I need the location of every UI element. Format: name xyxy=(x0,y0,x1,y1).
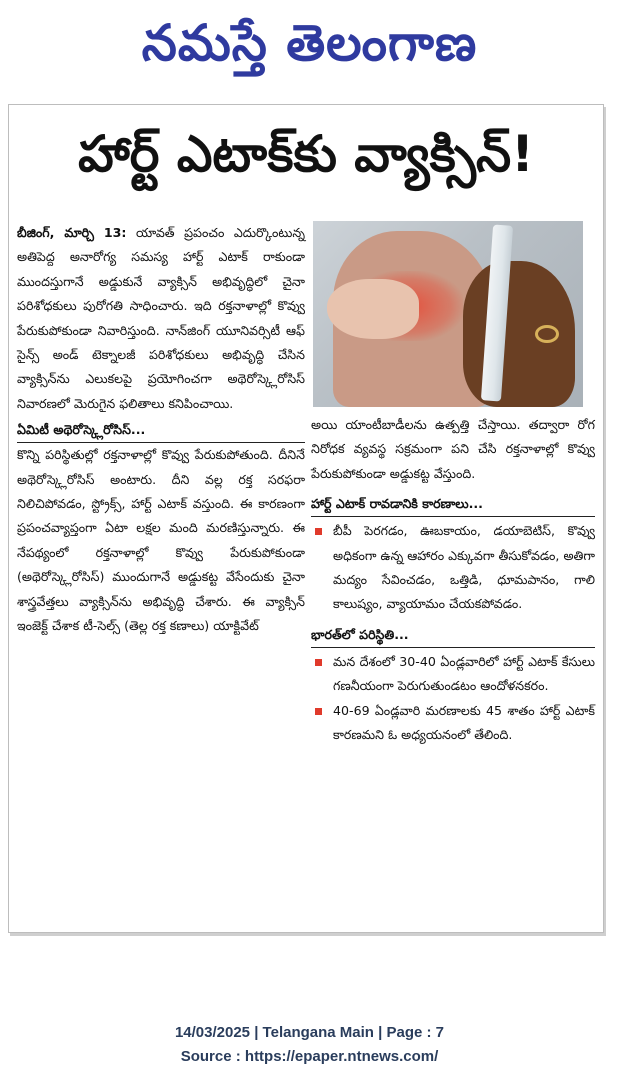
article-clipping xyxy=(8,104,604,933)
footer-source-link[interactable]: Source : https://epaper.ntnews.com/ xyxy=(180,1048,439,1065)
article-headline: హార్ట్ ఎటాక్‌కు వ్యాక్సిన్! xyxy=(78,125,534,183)
list-item xyxy=(311,650,595,699)
newspaper-masthead xyxy=(0,0,619,98)
subheading-atherosclerosis: ఏమిటీ అథెరోస్క్లెరోసిస్... xyxy=(17,418,305,443)
list-item-text: 40-69 ఏండ్లవారి మరణాలకు 45 శాతం హార్ట్ ఎటాక్ కారణమని ఓ అధ్యయనంలో తేలింది. xyxy=(333,702,595,743)
clutching-hand xyxy=(327,279,419,339)
footer-edition-info: 14/03/2025 | Telangana Main | Page : 7 xyxy=(174,1024,445,1041)
intro-paragraph xyxy=(17,221,305,416)
article-right-column xyxy=(311,221,595,921)
list-item-text: బీపీ పెరగడం, ఊబకాయం, డయాబెటిస్, కొవ్వు అధికంగా ఉన్న ఆహారం ఎక్కువగా తీసుకోవడం, అతిగా మద్యం సేవించడం, ఒత్తిడి, ధూమపానం, గాలి కాలుష్యం, వ్యాయామం చేయకపోవడం. xyxy=(333,523,595,612)
masthead-title: నమస్తే తెలంగాణ xyxy=(141,13,478,72)
heart-attack-vaccine-photo xyxy=(313,221,583,407)
subheading-india-situation: భారత్‌లో పరిస్థితి... xyxy=(311,623,595,648)
causes-list xyxy=(311,519,595,617)
continued-paragraph: అయి యాంటీబాడీలను ఉత్పత్తి చేస్తాయి. తద్వారా రోగ నిరోధక వ్యవస్థ సక్రమంగా పని చేసి రక్తనాళాల్లో కొవ్వు పేరుకుపోకుండా అడ్డుకట్ట వేస్తుంది. xyxy=(311,417,595,481)
list-item xyxy=(311,519,595,617)
subheading-causes: హార్ట్ ఎటాక్ రావడానికి కారణాలు... xyxy=(311,492,595,517)
list-item xyxy=(311,699,595,748)
india-situation-list xyxy=(311,650,595,748)
bullet-square-icon xyxy=(315,528,322,535)
bullet-square-icon xyxy=(315,708,322,715)
dateline: బీజింగ్, మార్చి 13: xyxy=(17,225,127,240)
atherosclerosis-paragraph: కొన్ని పరిస్థితుల్లో రక్తనాళాల్లో కొవ్వు పేరుకుపోతుంది. దీనినే అథెరోస్క్లెరోసిస్ అంటారు. దీని వల్ల రక్త సరఫరా నిలిచిపోవడం, స్ట్రోక్స్, హార్ట్ ఎటాక్ వస్తుంది. ఈ కారణంగా ప్రపంచవ్యాప్తంగా ఏటా లక్షల మంది మరణిస్తున్నారు. ఈ నేపథ్యంలో రక్తనాళాల్లో కొవ్వు పేరుకుపోకుండా (అథెరోస్క్లెరోసిస్) ముందుగానే అడ్డుకట్ట వేసేందుకు చైనా శాస్త్రవేత్తలు వ్యాక్సిన్‌ను అభివృద్ధి చేశారు. ఈ వ్యాక్సిన్ ఇంజెక్ట్ చేశాక టీ-సెల్స్ (తెల్ల రక్త కణాలు) యాక్టివేట్ xyxy=(17,447,305,634)
article-left-column xyxy=(17,221,305,921)
intro-text: యావత్ ప్రపంచం ఎదుర్కొంటున్న అతిపెద్ద అనారోగ్య సమస్య హార్ట్ ఎటాక్ రాకుండా ముందస్తుగానే అడ్డుకునే వ్యాక్సిన్ అభివృద్ధిలో చైనా పరిశోధకులు పురోగతి సాధించారు. ఇది రక్తనాళాల్లో కొవ్వు పేరుకుపోకుండా నివారిస్తుంది. నాన్‌జింగ్ యూనివర్సిటీ ఆఫ్ సైన్స్ అండ్ టెక్నాలజీ పరిశోధకులు అభివృద్ధి చేసిన వ్యాక్సిన్‌ను ఎలుకలపై ప్రయోగించగా అథెరోస్క్లెరోసిస్ నివారణలో మెరుగైన ఫలితాలు కనిపించాయి. xyxy=(17,225,305,411)
list-item-text: మన దేశంలో 30-40 ఏండ్లవారిలో హార్ట్ ఎటాక్ కేసులు గణనీయంగా పెరుగుతుండటం ఆందోళనకరం. xyxy=(333,653,595,694)
bullet-square-icon xyxy=(315,659,322,666)
ring-icon xyxy=(535,325,559,343)
